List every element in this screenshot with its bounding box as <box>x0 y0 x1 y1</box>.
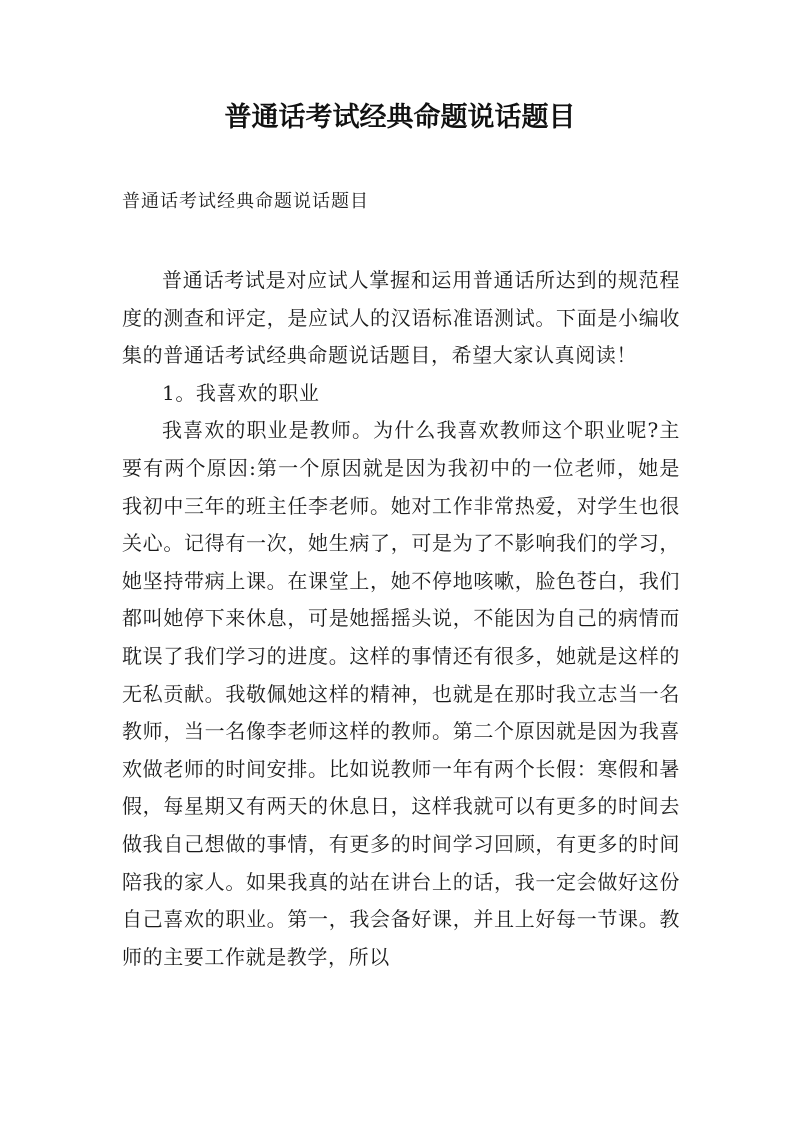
intro-paragraph: 普通话考试是对应试人掌握和运用普通话所达到的规范程度的测查和评定，是应试人的汉语标准语测试。下面是小编收集的普通话考试经典命题说话题目，希望大家认真阅读！ <box>122 268 680 368</box>
document-subtitle: 普通话考试经典命题说话题目 <box>122 191 369 212</box>
document-body <box>122 262 680 976</box>
body-paragraph: 我喜欢的职业是教师。为什么我喜欢教师这个职业呢?主要有两个原因:第一个原因就是因为我初中的一位老师，她是我初中三年的班主任李老师。她对工作非常热爱，对学生也很关心。记得有一次，她生病了，可是为了不影响我们的学习，她坚持带病上课。在课堂上，她不停地咳嗽，脸色苍白，我们都叫她停下来休息，可是她摇摇头说，不能因为自己的病情而耽误了我们学习的进度。这样的事情还有很多，她就是这样的无私贡献。我敬佩她这样的精神，也就是在那时我立志当一名教师，当一名像李老师这样的教师。第二个原因就是因为我喜欢做老师的时间安排。比如说教师一年有两个长假：寒假和暑假，每星期又有两天的休息日，这样我就可以有更多的时间去做我自己想做的事情，有更多的时间学习回顾，有更多的时间陪我的家人。如果我真的站在讲台上的话，我一定会做好这份自己喜欢的职业。第一，我会备好课，并且上好每一节课。教师的主要工作就是教学，所以 <box>122 418 680 969</box>
document-title: 普通话考试经典命题说话题目 <box>224 102 576 133</box>
section-heading: 1。我喜欢的职业 <box>162 380 320 405</box>
